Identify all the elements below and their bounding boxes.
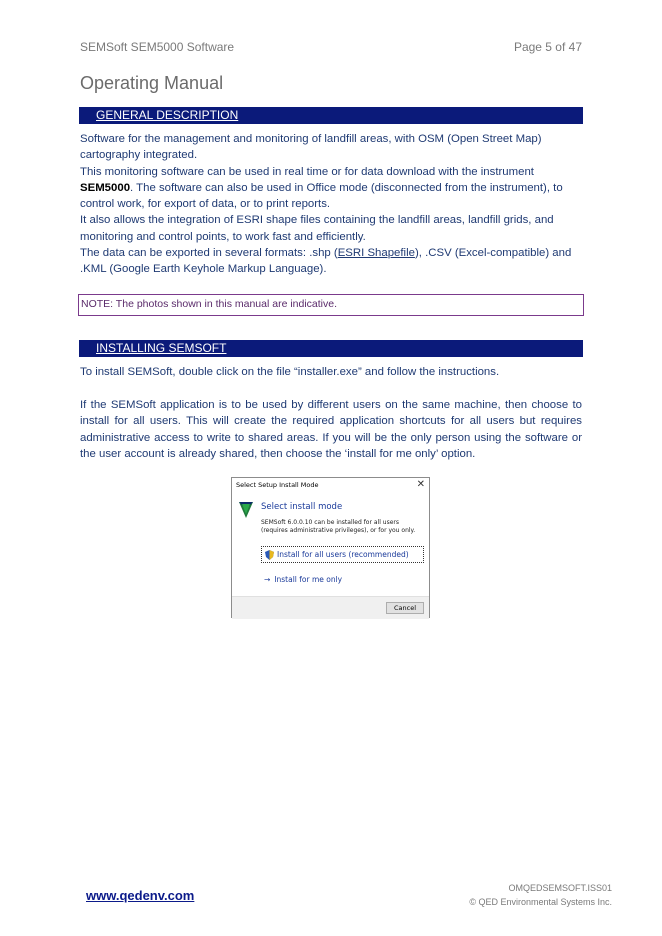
installing-paragraph-1: To install SEMSoft, double click on the file “installer.exe” and follow the instructions.: [80, 366, 500, 378]
website-link[interactable]: www.qedenv.com: [86, 888, 195, 903]
general-paragraph-3: It also allows the integration of ESRI shape files containing the landfill areas, landfill grids, and monitoring and control points, to work fast and efficiently.: [80, 214, 554, 243]
installer-logo-icon: [239, 502, 253, 518]
installing-body-1: [80, 364, 582, 380]
note-box: NOTE: The photos shown in this manual are indicative.: [78, 294, 584, 316]
dialog-footer: [232, 596, 429, 619]
installing-semsoft-heading: INSTALLING SEMSOFT: [79, 340, 583, 357]
general-paragraph-1: Software for the management and monitoring of landfill areas, with OSM (Open Street Map) cartography integrated.: [80, 133, 542, 162]
header-product: SEMSoft SEM5000 Software: [80, 40, 235, 54]
dialog-title: Select Setup Install Mode: [236, 481, 319, 489]
general-description-heading: GENERAL DESCRIPTION: [79, 107, 583, 124]
general-paragraph-2: This monitoring software can be used in real time or for data download with the instrument SEM5000. The software can also be used in Office mode (disconnected from the instrument), to control work, for export of data, or to print reports.: [80, 165, 563, 211]
arrow-right-icon: →: [264, 575, 271, 584]
install-mode-dialog: [231, 477, 430, 618]
install-all-users-label: Install for all users (recommended): [277, 550, 409, 559]
document-code: OMQEDSEMSOFT.ISS01: [508, 883, 612, 893]
cancel-button[interactable]: Cancel: [386, 602, 424, 614]
install-me-only-button[interactable]: [264, 575, 342, 584]
dialog-description: SEMSoft 6.0.0.10 can be installed for all users (requires administrative privileges), or for you only.: [261, 519, 416, 534]
document-title: Operating Manual: [80, 73, 224, 93]
dialog-heading: Select install mode: [261, 502, 343, 512]
copyright: © QED Environmental Systems Inc.: [469, 897, 612, 907]
general-paragraph-4: The data can be exported in several formats: .shp (ESRI Shapefile), .CSV (Excel-compatible) and .KML (Google Earth Keyhole Markup Language).: [80, 247, 572, 276]
general-description-body: [80, 131, 582, 278]
esri-shapefile-link[interactable]: ESRI Shapefile: [337, 247, 415, 260]
uac-shield-icon: [265, 550, 274, 560]
installing-body-2: [80, 397, 582, 462]
install-me-only-label: Install for me only: [274, 575, 343, 584]
close-icon[interactable]: ✕: [416, 479, 425, 490]
sem5000-term: SEM5000: [80, 181, 131, 194]
header-page-number: Page 5 of 47: [513, 40, 582, 54]
installing-paragraph-2: If the SEMSoft application is to be used by different users on the same machine, then choose to install for all users. This will create the required application shortcuts for all users but requires administrative access to write to shared areas. If you will be the only person using the software or the user account is already shared, then choose the ‘install for me only’ option.: [80, 399, 582, 460]
install-all-users-button[interactable]: [261, 546, 424, 563]
